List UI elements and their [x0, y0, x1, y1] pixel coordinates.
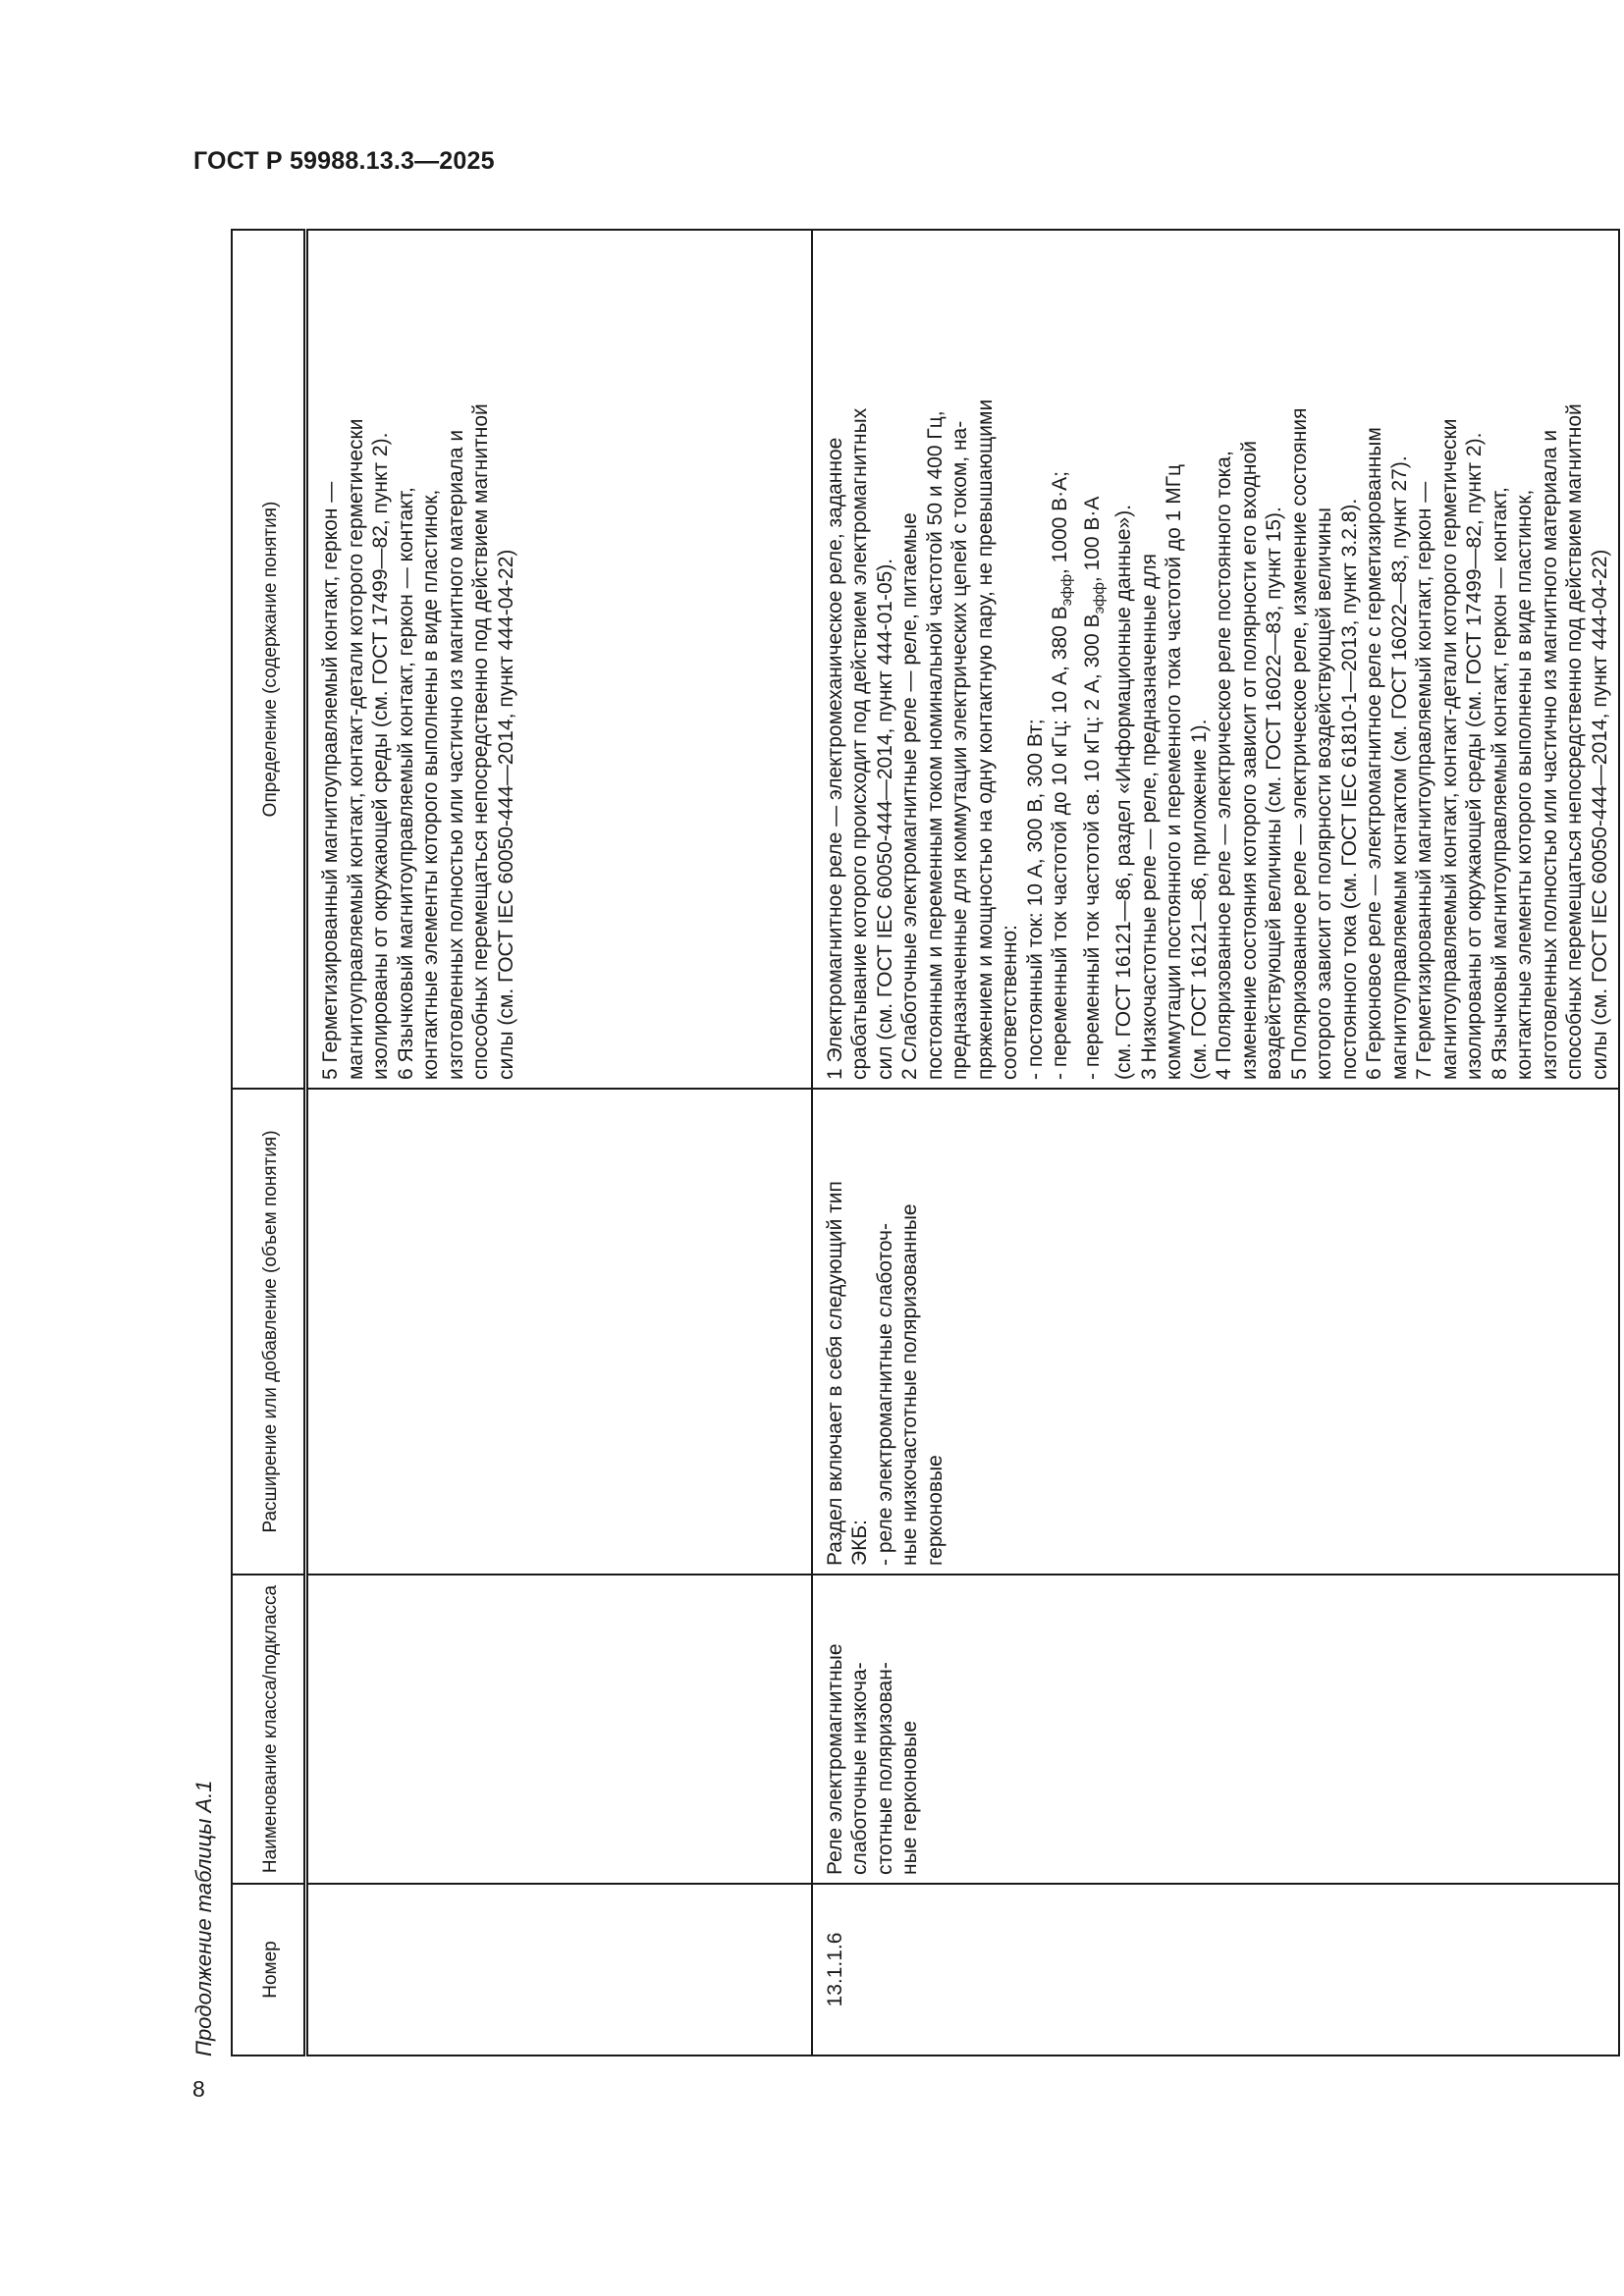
col-header-definition: Определение (содержание понятия) — [232, 230, 306, 1089]
definition-line: 5 Поляризованное реле — электрическое реле, изменение состояния — [1287, 407, 1311, 1080]
definition-line: силы (см. ГОСТ IEC 60050-444—2014, пункт 444-04-22) — [494, 549, 517, 1080]
definition-line: 6 Герконовое реле — электромагнитное реле с герметизированным — [1363, 427, 1386, 1080]
col-header-class-name: Наименование класса/подкласса — [232, 1575, 306, 1884]
definition-line: изготовленных полностью или частично из магнитного материала и — [444, 429, 467, 1080]
class-name-line: слаботочные низкоча- — [848, 1662, 871, 1875]
definition-line: срабатывание которого происходит под действием электромагнитных — [848, 407, 871, 1080]
class-name-line: стотные поляризован- — [873, 1662, 896, 1875]
definition-line: - переменный ток частотой до 10 кГц: 10 А, 380 $В_{эфф}$, 1000 В·А; — [1049, 470, 1076, 1080]
definition-line: силы (см. ГОСТ IEC 60050-444—2014, пункт 444-04-22) — [1588, 549, 1611, 1080]
scope-line: - реле электромагнитные слаботоч- — [873, 1223, 896, 1566]
scope-line: Раздел включает в себя следующий тип — [823, 1181, 846, 1566]
scope-line: ЭКБ: — [848, 1520, 871, 1566]
cell-class-name — [812, 1575, 1620, 1884]
definition-line: - постоянный ток: 10 А, 300 В, 300 Вт; — [1023, 719, 1047, 1080]
table-header-row — [232, 230, 306, 2056]
definition-line: магнитоуправляемый контакт, контакт-детали которого герметически — [1437, 418, 1461, 1080]
definition-line: способных перемещаться непосредственно под действием магнитной — [1563, 403, 1587, 1080]
definition-line: постоянного тока (см. ГОСТ IEC 61810-1—2013, пункт 3.2.8). — [1337, 498, 1361, 1080]
cell-definition — [812, 230, 1620, 1089]
definition-line: 3 Низкочастотные реле — реле, предназначенные для — [1137, 553, 1161, 1080]
table-caption: Продолжение таблицы А.1 — [191, 1780, 216, 2056]
col-header-scope: Расширение или добавление (объем понятия) — [232, 1089, 306, 1575]
cell-scope — [306, 1089, 812, 1575]
definition-line: 5 Герметизированный магнитоуправляемый контакт, геркон — — [319, 481, 342, 1080]
table-row — [812, 230, 1620, 2056]
cell-class-name — [306, 1575, 812, 1884]
cell-definition — [306, 230, 812, 1089]
definition-line: предназначенные для коммутации электрических цепей с током, на- — [948, 420, 971, 1080]
cell-scope — [812, 1089, 1620, 1575]
definition-line: изготовленных полностью или частично из магнитного материала и — [1538, 429, 1561, 1080]
definition-line: пряжением и мощностью на одну контактную пару, не превышающими — [973, 399, 997, 1080]
definition-line: (см. ГОСТ 16121—86, раздел «Информационные данные»). — [1112, 504, 1136, 1080]
definition-line: магнитоуправляемый контакт, контакт-детали которого герметически — [344, 418, 367, 1080]
definition-line: сил (см. ГОСТ IEC 60050-444—2014, пункт 444-01-05). — [873, 558, 896, 1080]
definition-line: контактные элементы которого выполнены в виде пластинок, — [419, 489, 442, 1080]
definition-line: 7 Герметизированный магнитоуправляемый контакт, геркон — — [1413, 481, 1436, 1080]
scope-line: ные низкочастотные поляризованные — [898, 1203, 921, 1566]
definition-line: которого зависит от полярности воздействующей величины — [1313, 507, 1336, 1080]
definition-line: - переменный ток частотой св. 10 кГц: 2 А, 300 $В_{эфф}$, 100 В·А — [1080, 496, 1108, 1080]
definition-line: контактные элементы которого выполнены в виде пластинок, — [1513, 489, 1537, 1080]
scope-line: герконовые — [923, 1455, 947, 1566]
definition-line: коммутации постоянного и переменного тока частотой до 1 МГц — [1163, 463, 1186, 1080]
definition-line: изолированы от окружающей среды (см. ГОСТ 17499—82, пункт 2). — [369, 432, 392, 1080]
definition-line: постоянным и переменным током номинальной частотой 50 и 400 Гц, — [923, 410, 947, 1080]
col-header-number: Номер — [232, 1884, 306, 2056]
classification-table — [231, 229, 1620, 2056]
cell-number — [306, 1884, 812, 2056]
table-row — [306, 230, 812, 2056]
definition-line: 6 Язычковый магнитоуправляемый контакт, геркон — контакт, — [394, 487, 417, 1080]
definition-line: соответственно: — [999, 925, 1021, 1080]
definition-line: воздействующей величины (см. ГОСТ 16022—83, пункт 15). — [1263, 507, 1286, 1080]
definition-line: изменение состояния которого зависит от полярности его входной — [1237, 441, 1261, 1080]
document-header: ГОСТ Р 59988.13.3—2025 — [193, 147, 495, 175]
definition-line: магнитоуправляемым контактом (см. ГОСТ 16022—83, пункт 27). — [1387, 455, 1411, 1080]
page-number: 8 — [192, 2076, 205, 2102]
definition-line: 2 Слаботочные электромагнитные реле — реле, питаемые — [898, 512, 921, 1080]
definition-line: изолированы от окружающей среды (см. ГОСТ 17499—82, пункт 2). — [1463, 432, 1487, 1080]
definition-line: 1 Электромагнитное реле — электромеханическое реле, заданное — [823, 437, 846, 1080]
class-name-line: ные герконовые — [898, 1720, 921, 1875]
definition-line: 4 Поляризованное реле — электрическое реле постоянного тока, — [1213, 451, 1236, 1080]
cell-number: 13.1.1.6 — [812, 1884, 1620, 2056]
class-name-line: Реле электромагнитные — [823, 1643, 846, 1875]
definition-line: (см. ГОСТ 16121—86, приложение 1). — [1187, 719, 1211, 1080]
definition-line: способных перемещаться непосредственно под действием магнитной — [469, 403, 492, 1080]
rotated-page-content — [191, 142, 1611, 2056]
definition-line: 8 Язычковый магнитоуправляемый контакт, геркон — контакт, — [1488, 487, 1511, 1080]
